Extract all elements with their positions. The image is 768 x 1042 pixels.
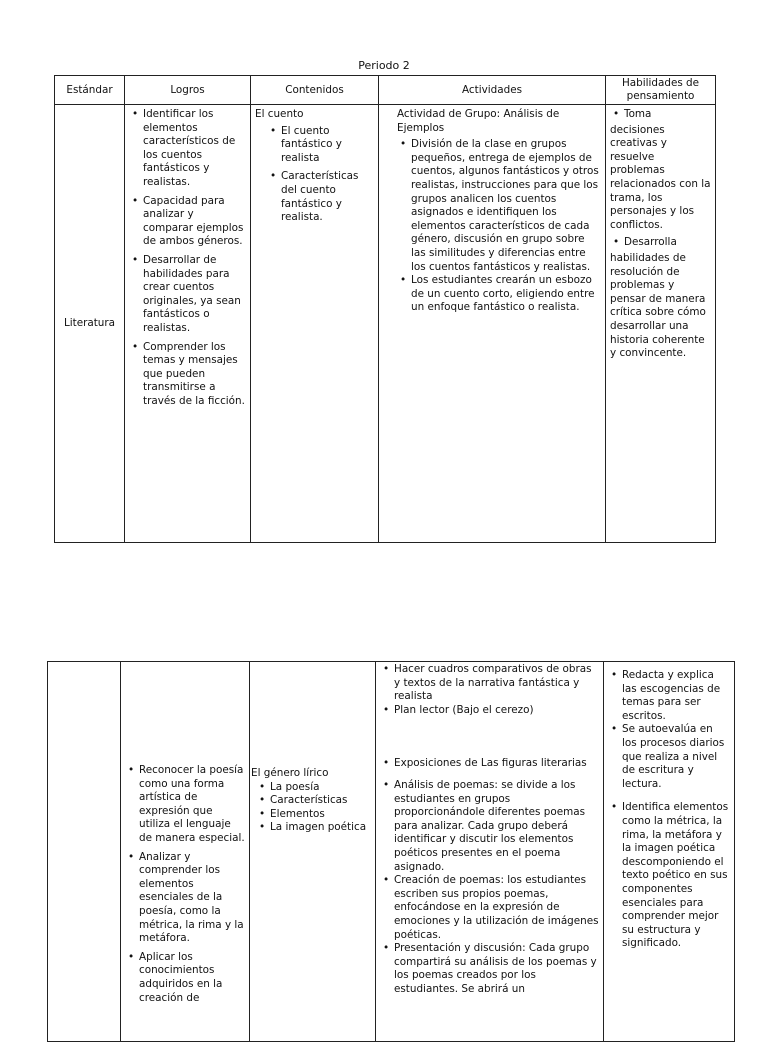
list-item: • Toma	[610, 108, 711, 122]
list-item: • Desarrolla	[610, 236, 711, 250]
exposiciones-text: Exposiciones de Las figuras literarias	[394, 757, 587, 770]
actividades-list	[380, 757, 599, 771]
list-item: • Aplicar los conocimientos adquiridos en la creación de	[125, 951, 245, 1005]
habilidades-text: habilidades de resolución de problemas y pensar de manera crítica sobre cómo desarrollar una historia coherente y convincente.	[610, 251, 706, 360]
list-item: • Desarrollar de habilidades para crear cuentos originales, ya sean fantásticos o realistas.	[129, 254, 246, 336]
estandar-cell	[55, 105, 125, 543]
list-item: • El cuento fantástico y realista	[267, 125, 374, 166]
spacer	[380, 717, 599, 757]
list-item: • Características	[256, 794, 371, 808]
list-item: • Plan lector (Bajo el cerezo)	[380, 704, 599, 718]
list-item: • La imagen poética	[256, 821, 371, 835]
contenidos-list	[251, 781, 371, 835]
list-item: • Elementos	[256, 808, 371, 822]
habilidades-text: decisiones creativas y resuelve problemas relacionados con la trama, los personajes y los conflictos.	[610, 123, 711, 231]
list-item: • Identifica elementos como la métrica, la rima, la metáfora y la imagen poética descomponiendo el texto poético en sus componentes esenciales para comprender mejor su estructura y significado.	[608, 801, 730, 951]
actividades-list	[380, 663, 599, 717]
list-item: • Comprender los temas y mensajes que pueden transmitirse a través de la ficción.	[129, 341, 246, 409]
contenidos-title: El género lírico	[251, 767, 329, 779]
habilidades-list	[610, 108, 711, 122]
habilidades-list	[608, 669, 730, 791]
list-item: • Capacidad para analizar y comparar ejemplos de ambos géneros.	[129, 195, 246, 249]
actividades-cell	[376, 662, 604, 1042]
planning-table-continued	[47, 661, 735, 1042]
list-item: • Análisis de poemas: se divide a los estudiantes en grupos proporcionándole diferentes poemas para analizar. Cada grupo deberá identificar y discutir los elementos poéticos presentes en el poema asignado.	[380, 779, 599, 874]
table-row	[48, 662, 735, 1042]
contenidos-cell	[251, 105, 379, 543]
contenidos-cell	[250, 662, 376, 1042]
actividades-list	[397, 138, 601, 315]
logros-cell	[125, 105, 251, 543]
list-item: • La poesía	[256, 781, 371, 795]
list-item: • Creación de poemas: los estudiantes escriben sus propios poemas, enfocándose en la expresión de emociones y la utilización de imágenes poéticas.	[380, 874, 599, 942]
header-habilidades: Habilidades de pensamiento	[606, 76, 716, 105]
logros-cell	[121, 662, 250, 1042]
habilidades-cell	[604, 662, 735, 1042]
habilidades-list	[610, 236, 711, 250]
estandar-cell	[48, 662, 121, 1042]
list-item: • Redacta y explica las escogencias de temas para ser escritos.	[608, 669, 730, 723]
list-item: • Identificar los elementos característicos de los cuentos fantásticos y realistas.	[129, 108, 246, 190]
contenidos-list	[255, 125, 374, 225]
logros-list	[129, 108, 246, 408]
actividades-list	[380, 779, 599, 997]
planning-table-period-2	[54, 75, 716, 543]
actividades-cell	[379, 105, 606, 543]
header-actividades: Actividades	[379, 76, 606, 105]
estandar-value: Literatura	[63, 316, 116, 329]
spacer	[380, 771, 599, 779]
logros-list	[125, 764, 245, 1005]
contenidos-title: El cuento	[255, 108, 304, 120]
actividades-title: Actividad de Grupo: Análisis de Ejemplos	[397, 108, 560, 134]
list-item: • Los estudiantes crearán un esbozo de un cuento corto, eligiendo entre un enfoque fantástico o realista.	[397, 274, 601, 315]
table-row	[55, 105, 716, 543]
habilidades-list	[608, 801, 730, 951]
period-title: Periodo 2	[358, 59, 410, 72]
list-item: • Características del cuento fantástico y realista.	[267, 170, 374, 224]
list-item: • División de la clase en grupos pequeños, entrega de ejemplos de cuentos, algunos fantásticos y otros realistas, instrucciones para que los grupos analicen los cuentos asignados e identifiquen los elementos característicos de cada género, discusión en grupo sobre las similitudes y diferencias entre los cuentos fantásticos y realistas.	[397, 138, 601, 274]
list-item	[380, 757, 599, 771]
header-estandar: Estándar	[55, 76, 125, 105]
habilidades-cell	[606, 105, 716, 543]
list-item: • Se autoevalúa en los procesos diarios que realiza a nivel de escritura y lectura.	[608, 723, 730, 791]
header-logros: Logros	[125, 76, 251, 105]
list-item: • Analizar y comprender los elementos esenciales de la poesía, como la métrica, la rima y la metáfora.	[125, 851, 245, 946]
list-item: • Reconocer la poesía como una forma artística de expresión que utiliza el lenguaje de manera especial.	[125, 764, 245, 846]
list-item: • Presentación y discusión: Cada grupo compartirá su análisis de los poemas y los poemas creados por los estudiantes. Se abrirá un	[380, 942, 599, 996]
list-item: • Hacer cuadros comparativos de obras y textos de la narrativa fantástica y realista	[380, 663, 599, 704]
table-header-row	[55, 76, 716, 105]
header-contenidos: Contenidos	[251, 76, 379, 105]
